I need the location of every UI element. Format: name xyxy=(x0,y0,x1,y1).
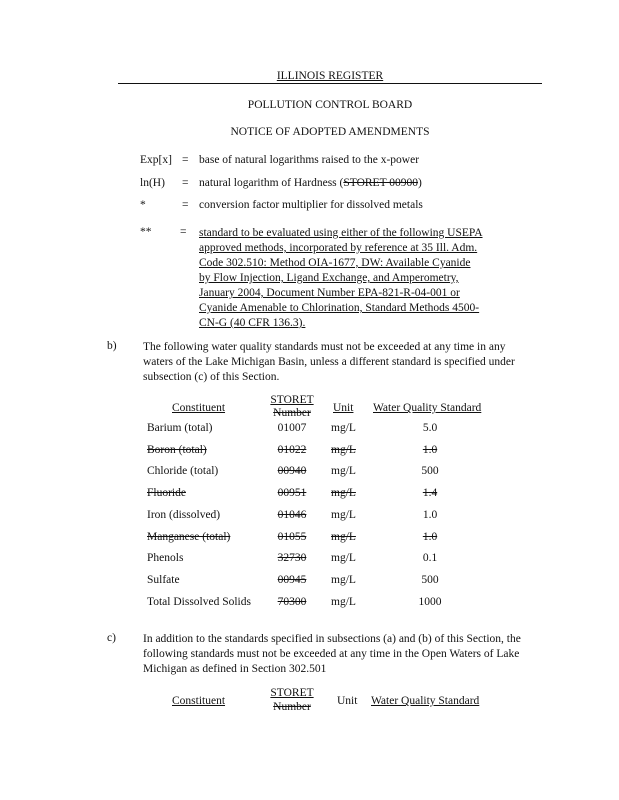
notice-title: NOTICE OF ADOPTED AMENDMENTS xyxy=(230,126,430,138)
header-constituent: Constituent xyxy=(172,695,226,707)
cell-standard: 1.4 xyxy=(422,487,438,500)
cell-standard: 0.1 xyxy=(422,552,438,565)
definition-equals: = xyxy=(182,199,189,211)
cell-unit: mg/L xyxy=(331,487,356,500)
table-row xyxy=(0,422,619,438)
definition-text-pre: natural logarithm of Hardness ( xyxy=(199,177,344,189)
note-line: approved methods, incorporated by reference at 35 Ill. Adm. xyxy=(199,242,478,254)
definition-symbol: Exp[x] xyxy=(140,154,172,166)
header-storet: STORET xyxy=(270,687,314,699)
cell-unit: mg/L xyxy=(331,530,356,543)
section-b-line: The following water quality standards must not be exceeded at any time in any xyxy=(143,341,506,353)
note-line: Code 302.510: Method OIA-1677, DW: Available Cyanide xyxy=(199,257,471,269)
cell-unit: mg/L xyxy=(331,422,356,434)
definition-text: base of natural logarithms raised to the x-power xyxy=(199,154,420,166)
header-storet: STORET xyxy=(270,394,314,406)
section-b-line: subsection (c) of this Section. xyxy=(143,371,280,383)
definition-symbol: * xyxy=(140,199,146,211)
cell-constituent: Manganese (total) xyxy=(147,530,231,543)
cell-storet: 01007 xyxy=(277,422,307,434)
definition-text-post: ) xyxy=(418,177,422,189)
cell-unit: mg/L xyxy=(331,508,356,521)
header-unit: Unit xyxy=(337,695,358,707)
header-number: Number xyxy=(273,407,311,419)
cell-constituent: Total Dissolved Solids xyxy=(147,595,251,608)
cell-storet: 01055 xyxy=(277,530,307,543)
table-row xyxy=(0,509,619,525)
header-standard: Water Quality Standard xyxy=(373,402,482,414)
cell-standard: 1.0 xyxy=(422,508,438,521)
header-standard: Water Quality Standard xyxy=(371,695,480,707)
cell-storet: 00940 xyxy=(277,465,307,478)
cell-storet: 00945 xyxy=(277,573,307,586)
section-b-line: waters of the Lake Michigan Basin, unless a different standard is specified under xyxy=(143,356,515,368)
table-row xyxy=(0,444,619,460)
cell-storet: 70300 xyxy=(277,595,307,608)
definition-conversion xyxy=(0,199,619,215)
cell-standard: 1000 xyxy=(418,595,442,608)
note-line: January 2004, Document Number EPA-821-R-04-001 or xyxy=(199,287,460,299)
cell-unit: mg/L xyxy=(331,443,356,456)
note-line: CN-G (40 CFR 136.3). xyxy=(199,317,306,329)
table-row xyxy=(0,531,619,547)
section-c-text xyxy=(143,632,543,677)
definition-text-struck: STORET 00900 xyxy=(343,177,419,189)
register-rule xyxy=(118,83,542,84)
table-row xyxy=(0,465,619,481)
section-b-label: b) xyxy=(107,340,117,352)
board-title: POLLUTION CONTROL BOARD xyxy=(247,99,413,111)
cell-storet: 00951 xyxy=(277,487,307,500)
table-row xyxy=(0,596,619,612)
note-line: standard to be evaluated using either of the following USEPA xyxy=(199,227,483,239)
cell-constituent: Iron (dissolved) xyxy=(147,508,221,521)
table-row xyxy=(0,574,619,590)
definition-equals: = xyxy=(182,154,189,166)
note-equals: = xyxy=(180,226,187,238)
header-unit: Unit xyxy=(333,402,354,414)
cell-unit: mg/L xyxy=(331,573,356,586)
cell-constituent: Chloride (total) xyxy=(147,465,219,478)
definition-text xyxy=(199,177,422,189)
section-c-label: c) xyxy=(107,632,116,644)
section-c-line: following standards must not be exceeded at any time in the Open Waters of Lake xyxy=(143,648,520,660)
section-c-line: Michigan as defined in Section 302.501 xyxy=(143,663,327,675)
definition-symbol: ln(H) xyxy=(140,177,165,189)
cell-standard: 1.0 xyxy=(422,443,438,456)
register-title: ILLINOIS REGISTER xyxy=(276,70,384,82)
definition-exp xyxy=(0,154,619,170)
note-symbol: ** xyxy=(140,226,152,238)
definition-text: conversion factor multiplier for dissolved metals xyxy=(199,199,423,211)
note-line: by Flow Injection, Ligand Exchange, and Amperometry, xyxy=(199,272,459,284)
section-c-line: In addition to the standards specified in subsections (a) and (b) of this Section, the xyxy=(143,633,521,645)
cell-storet: 32730 xyxy=(277,552,307,565)
cell-constituent: Sulfate xyxy=(147,573,180,586)
definition-equals: = xyxy=(182,177,189,189)
cell-constituent: Phenols xyxy=(147,552,184,565)
cell-unit: mg/L xyxy=(331,595,356,608)
cell-unit: mg/L xyxy=(331,552,356,565)
cell-standard: 1.0 xyxy=(422,530,438,543)
cell-constituent: Fluoride xyxy=(147,487,186,500)
note-text xyxy=(199,226,539,331)
cell-standard: 500 xyxy=(421,465,439,478)
table-row xyxy=(0,487,619,503)
cell-unit: mg/L xyxy=(331,465,356,478)
header-constituent: Constituent xyxy=(172,402,226,414)
cell-constituent: Boron (total) xyxy=(147,443,207,456)
cell-standard: 500 xyxy=(421,573,439,586)
header-number: Number xyxy=(273,701,311,713)
cell-storet: 01022 xyxy=(277,443,307,456)
cell-constituent: Barium (total) xyxy=(147,422,213,434)
section-b-text xyxy=(143,340,543,385)
table-row xyxy=(0,552,619,568)
note-line: Cyanide Amenable to Chlorination, Standard Methods 4500- xyxy=(199,302,480,314)
cell-standard: 5.0 xyxy=(422,422,438,434)
definition-ln xyxy=(0,177,619,193)
cell-storet: 01046 xyxy=(277,508,307,521)
